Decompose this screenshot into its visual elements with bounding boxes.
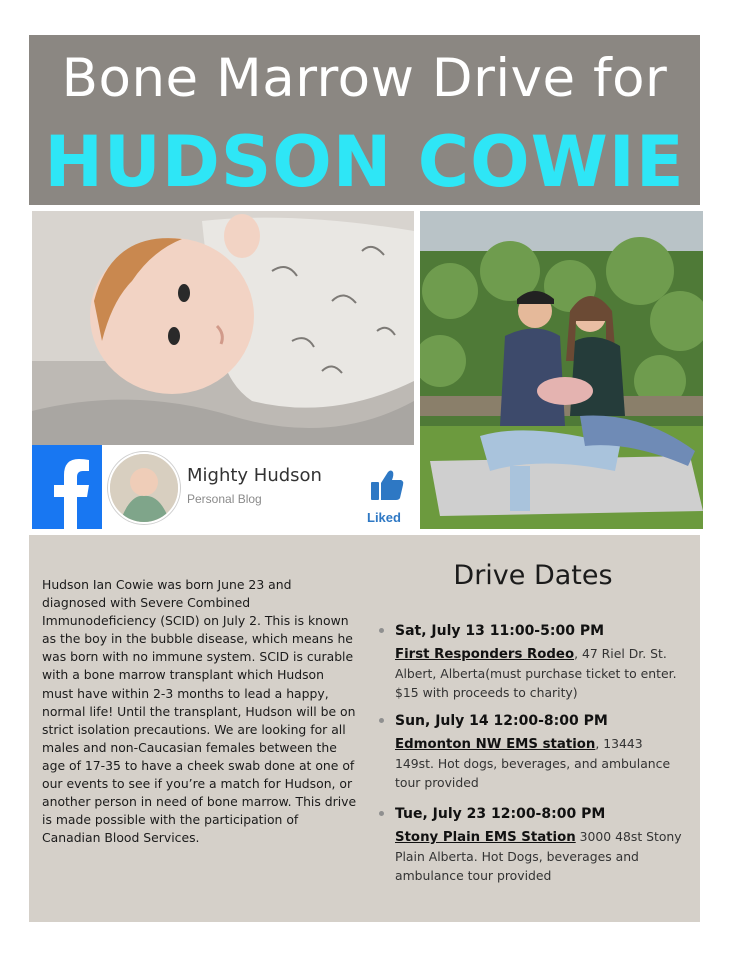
event-details: , 13443 149st. Hot dogs, beverages, and ambulance tour provided [395,736,671,790]
bullet-icon [379,718,384,723]
event-body [395,644,685,702]
family-photo [420,211,703,529]
liked-status[interactable]: Liked [367,510,401,525]
thumbs-up-icon[interactable] [370,469,404,501]
facebook-icon[interactable] [32,445,102,529]
event-body [395,734,685,792]
event-datetime: Sat, July 13 11:00-5:00 PM [395,623,605,639]
event-details: 3000 48st Stony Plain Alberta. Hot Dogs, beverages and ambulance tour provided [395,829,682,883]
avatar[interactable] [108,452,180,524]
bullet-icon [379,628,384,633]
event-datetime: Tue, July 23 12:00-8:00 PM [395,806,606,822]
facebook-page-category: Personal Blog [187,492,262,506]
event-body [395,827,685,885]
baby-photo [32,211,414,445]
header-title-line1: Bone Marrow Drive for [61,48,668,109]
story-paragraph: Hudson Ian Cowie was born June 23 and diagnosed with Severe Combined Immunodeficiency (SCID) on July 2. This is known as the boy in the bubble disease, which means he was born with no immune system. SCID is curable with a bone marrow transplant which Hudson must have within 2-3 months to lead a happy, normal life! Until the transplant, Hudson will be on strict isolation precautions. We are looking for all males and non-Caucasian females between the age of 17-35 to have a cheek swab done at one of our events to see if you’re a match for Hudson, or another person in need of bone marrow. This drive is made possible with the participation of Canadian Blood Services. [42,577,357,846]
event-venue-link[interactable]: First Responders Rodeo [395,647,575,662]
facebook-page-card[interactable] [32,445,414,529]
poster-header [29,35,700,205]
event-datetime: Sun, July 14 12:00-8:00 PM [395,713,608,729]
event-details: , 47 Riel Dr. St. Albert, Alberta(must purchase ticket to enter. $15 with proceeds to charity) [395,646,677,700]
info-panel [29,535,700,922]
facebook-page-name[interactable]: Mighty Hudson [187,465,322,486]
event-venue-link[interactable]: Edmonton NW EMS station [395,737,596,752]
header-title-name: HUDSON COWIE [44,121,685,203]
bullet-icon [379,811,384,816]
event-venue-link[interactable]: Stony Plain EMS Station [395,830,576,845]
drive-dates-title: Drive Dates [453,560,613,591]
